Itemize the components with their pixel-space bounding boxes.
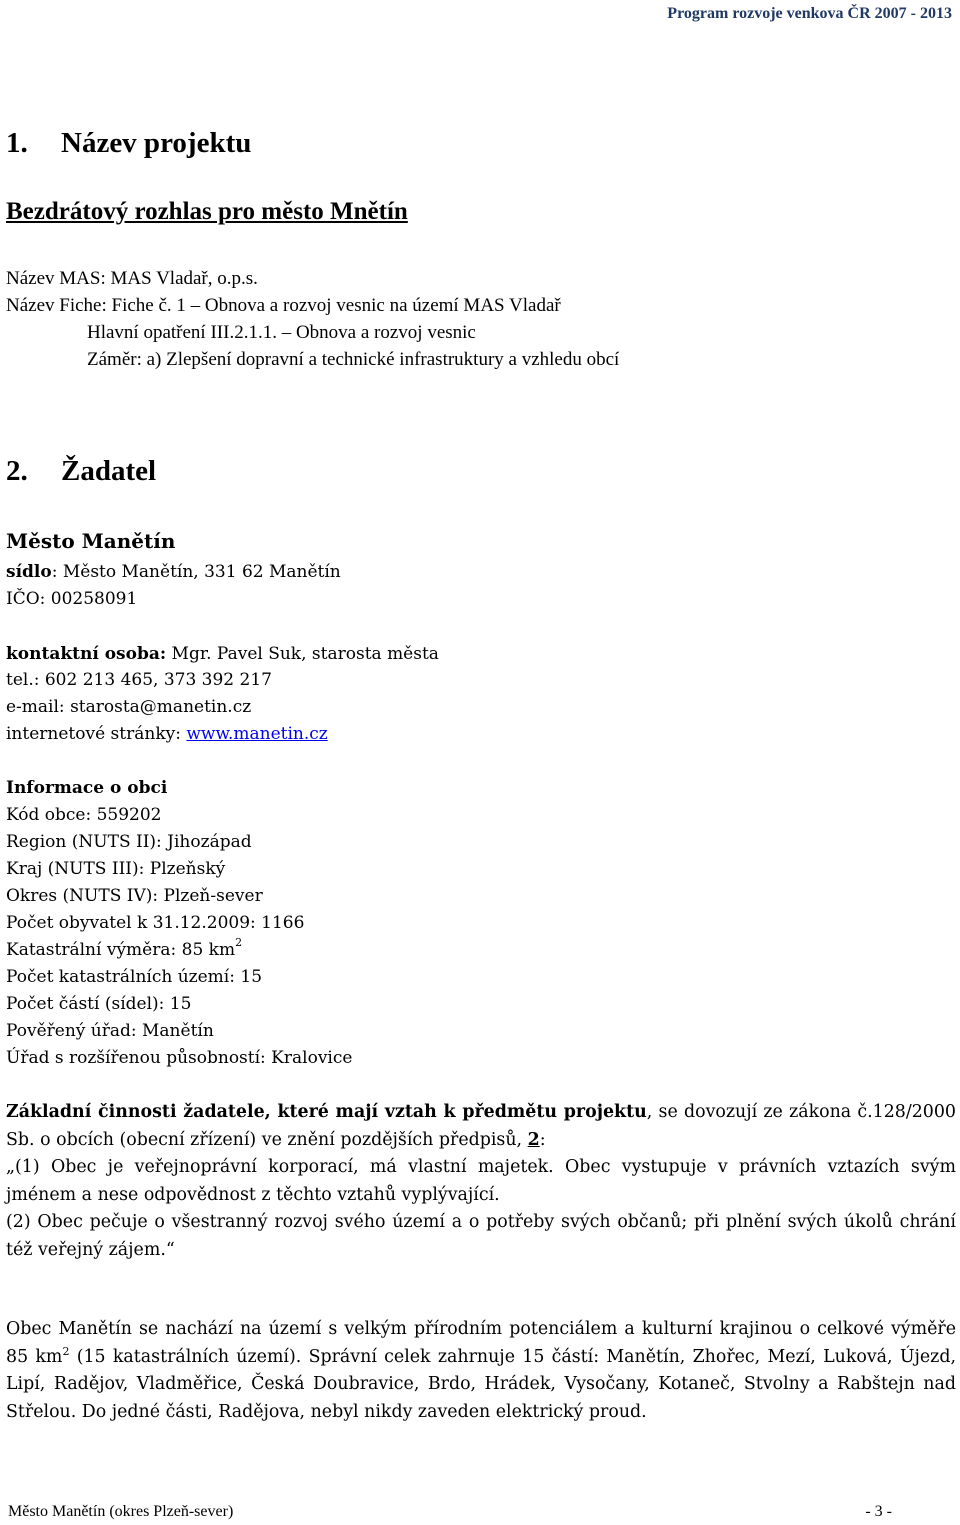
- info-parts-count: Počet částí (sídel): 15: [6, 994, 192, 1014]
- info-region: Region (NUTS II): Jihozápad: [6, 832, 252, 852]
- web-label: internetové stránky:: [6, 724, 187, 744]
- project-name: Bezdrátový rozhlas pro město Mnětín: [6, 198, 408, 225]
- section-2-heading: [6, 455, 156, 488]
- info-authorized-office: Pověřený úřad: Manětín: [6, 1021, 214, 1041]
- section-2-number: 2.: [6, 455, 28, 487]
- description-text-1: Obec Manětín se nachází na území s velkým přírodním potenciálem a kulturní krajinou o celkové výměře 85 km: [6, 1319, 956, 1367]
- seat-line: [6, 561, 341, 583]
- activities-paragraph: [6, 1099, 956, 1264]
- info-area-sup: 2: [235, 936, 243, 950]
- description-paragraph: [6, 1316, 956, 1426]
- applicant-name: Město Manětín: [6, 529, 176, 553]
- activities-bold-lead: Základní činnosti žadatele, které mají vztah k předmětu projektu: [6, 1102, 647, 1122]
- tel-line: [6, 669, 272, 691]
- main-measure-line: Hlavní opatření III.2.1.1. – Obnova a rozvoj vesnic: [87, 322, 476, 343]
- email-line: e-mail: starosta@manetin.cz: [6, 697, 252, 717]
- info-okres: Okres (NUTS IV): Plzeň-sever: [6, 886, 263, 906]
- ico-line: IČO: 00258091: [6, 589, 138, 609]
- info-code: Kód obce: 559202: [6, 805, 162, 825]
- section-1-heading: [6, 127, 251, 160]
- website-link[interactable]: www.manetin.cz: [186, 724, 328, 744]
- section-1-title: Název projektu: [61, 127, 252, 159]
- footer-left: Město Manětín (okres Plzeň-sever): [8, 1503, 234, 1520]
- tel-label: tel.: [6, 670, 34, 690]
- activities-paragraph-ref: 2: [527, 1129, 540, 1150]
- info-extended-office: Úřad s rozšířenou působností: Kralovice: [6, 1048, 353, 1068]
- section-2-title: Žadatel: [61, 455, 157, 487]
- info-kraj: Kraj (NUTS III): Plzeňský: [6, 859, 226, 879]
- web-line: [6, 723, 328, 745]
- activities-quote-1: „(1) Obec je veřejnoprávní korporací, má vlastní majetek. Obec vystupuje v právních vztazích svým jménem a nese odpovědnost z těchto vztahů vyplývající.: [6, 1157, 956, 1205]
- page-number: - 3 -: [865, 1503, 892, 1520]
- info-area-text: Katastrální výměra: 85 km: [6, 940, 236, 960]
- contact-label: kontaktní osoba:: [6, 644, 167, 664]
- info-cadastral-count: Počet katastrálních území: 15: [6, 967, 263, 987]
- info-area: [6, 936, 243, 961]
- seat-label: sídlo: [6, 562, 52, 582]
- intent-line: Záměr: a) Zlepšení dopravní a technické infrastruktury a vzhledu obcí: [87, 349, 620, 370]
- fiche-name-line: Název Fiche: Fiche č. 1 – Obnova a rozvoj vesnic na území MAS Vladař: [6, 295, 561, 316]
- tel-value: : 602 213 465, 373 392 217: [33, 670, 272, 690]
- running-header: Program rozvoje venkova ČR 2007 - 2013: [667, 5, 952, 22]
- section-1-number: 1.: [6, 127, 28, 159]
- description-sup: 2: [62, 1344, 70, 1358]
- contact-value: Mgr. Pavel Suk, starosta města: [166, 644, 439, 664]
- activities-colon: :: [539, 1129, 546, 1150]
- mas-name-line: Název MAS: MAS Vladař, o.p.s.: [6, 268, 258, 289]
- activities-lead-rest: , se dovozují ze zákona č.128/2000 Sb. o obcích (obecní zřízení) ve znění pozdějších předpisů,: [6, 1102, 956, 1150]
- info-population: Počet obyvatel k 31.12.2009: 1166: [6, 913, 305, 933]
- seat-value: : Město Manětín, 331 62 Manětín: [51, 562, 341, 582]
- description-text-2: (15 katastrálních území). Správní celek zahrnuje 15 částí: Manětín, Zhořec, Mezí, Luková, Újezd, Lipí, Radějov, Vladměřice, Česká Doubravice, Brdo, Hrádek, Vysočany, Kotaneč, Stvolny a Rabštejn nad Střelou. Do jedné části, Radějova, nebyl nikdy zaveden elektrický proud.: [6, 1346, 957, 1422]
- contact-line: [6, 643, 439, 665]
- activities-quote-2: (2) Obec pečuje o všestranný rozvoj svého území a o potřeby svých občanů; při plnění svých úkolů chrání též veřejný zájem.“: [6, 1212, 956, 1260]
- info-heading: Informace o obci: [6, 778, 168, 798]
